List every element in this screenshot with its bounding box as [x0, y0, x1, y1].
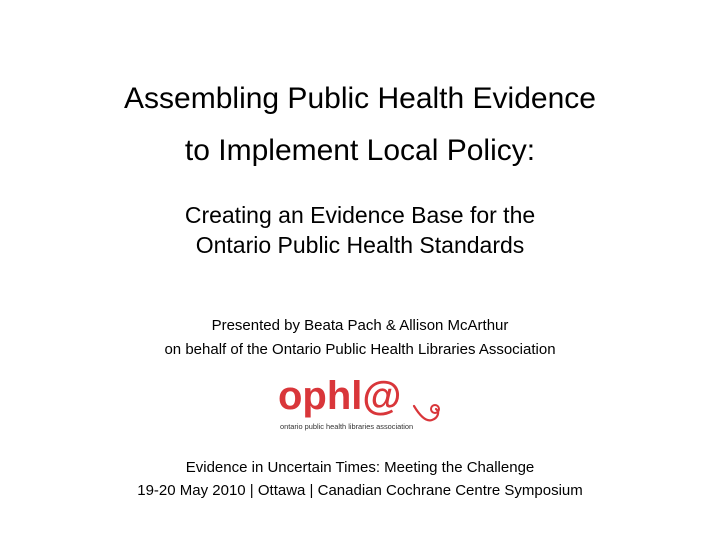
slide-title-line-1: Assembling Public Health Evidence	[124, 82, 596, 115]
logo-tagline: ontario public health libraries association	[280, 422, 414, 431]
event-name-line: Evidence in Uncertain Times: Meeting the Challenge	[185, 459, 535, 476]
presenters-line: Presented by Beata Pach & Allison McArthur	[211, 317, 509, 334]
event-details-line: 19-20 May 2010 | Ottawa | Canadian Cochrane Centre Symposium	[137, 482, 583, 499]
slide-title-line-2: to Implement Local Policy:	[184, 134, 536, 167]
slide-subtitle-line-1: Creating an Evidence Base for the	[184, 202, 536, 228]
logo-wordmark: ophl@	[278, 374, 402, 418]
ophla-logo	[276, 372, 446, 434]
slide-subtitle-line-2: Ontario Public Health Standards	[195, 232, 525, 258]
organization-line: on behalf of the Ontario Public Health Libraries Association	[164, 341, 556, 358]
